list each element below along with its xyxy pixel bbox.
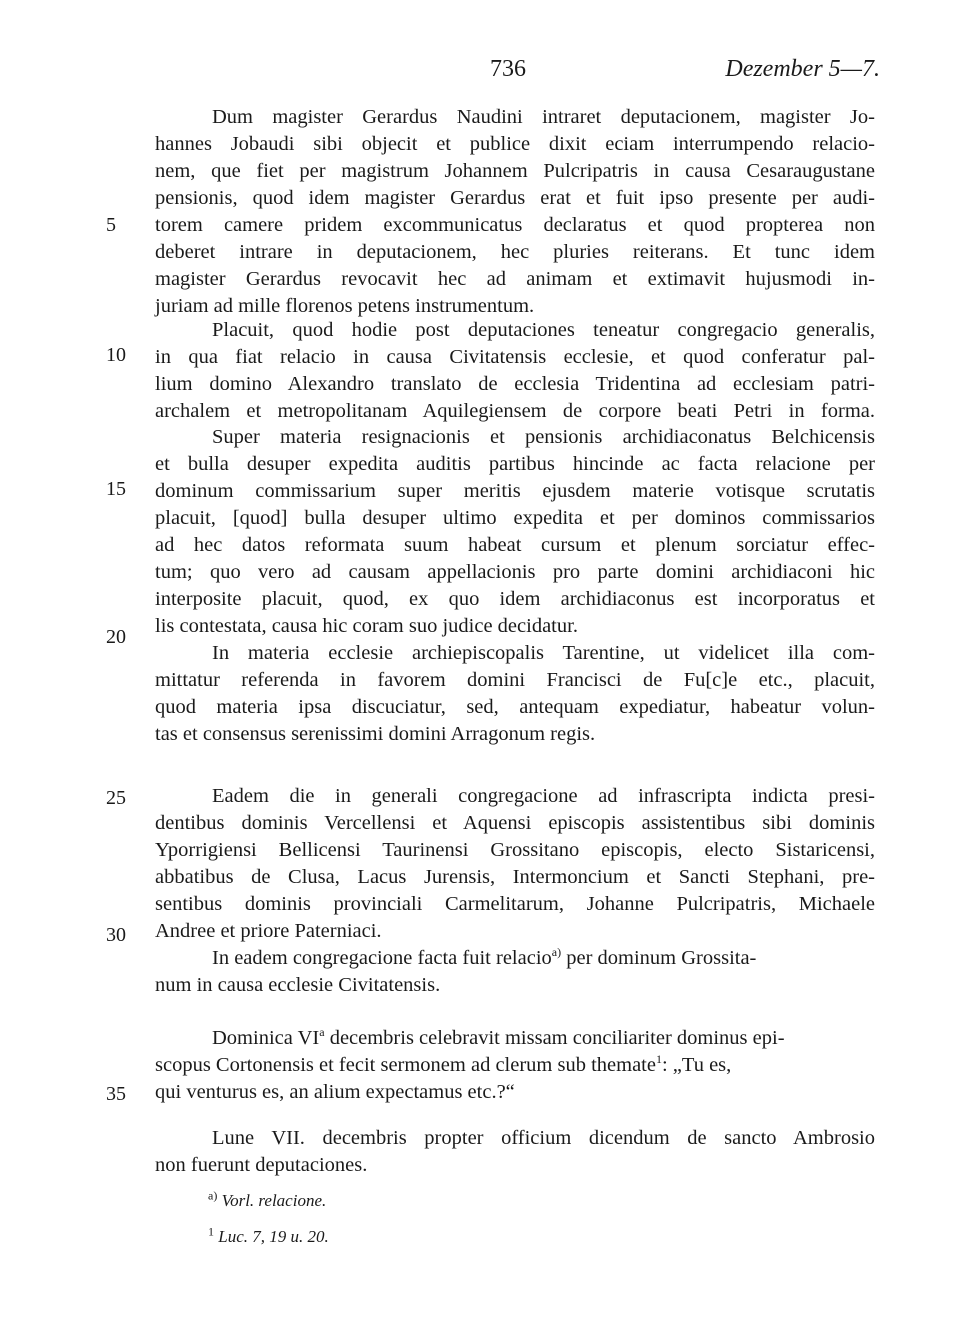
text-line: Placuit, quod hodie post deputaciones teneatur congregacio generalis, <box>212 319 875 341</box>
footnote <box>208 1190 326 1212</box>
text-line: Eadem die in generali congregacione ad infrascripta indicta presi- <box>212 785 875 807</box>
text-line: magister Gerardus revocavit hec ad animam et extimavit hujusmodi in- <box>155 268 875 290</box>
text-line <box>212 945 875 972</box>
text-line: lium domino Alexandro translato de ecclesia Tridentina ad ecclesiam patri- <box>155 373 875 395</box>
footnote-text: Vorl. relacione. <box>221 1191 327 1210</box>
text-line: in qua fiat relacio in causa Civitatensis ecclesie, et quod conferatur pal- <box>155 346 875 368</box>
text-fragment: per dominum Grossita- <box>566 947 757 969</box>
text-line: Super materia resignacionis et pensionis archidiaconatus Belchicensis <box>212 426 875 448</box>
superscript: a <box>319 1025 325 1040</box>
text-fragment: In eadem congregacione facta fuit relacio <box>212 947 552 969</box>
running-head: Dezember 5—7. <box>725 56 880 82</box>
footnote-mark: 1 <box>208 1224 214 1239</box>
text-line: num in causa ecclesie Civitatensis. <box>155 974 441 996</box>
text-line: Dum magister Gerardus Naudini intraret deputacionem, magister Jo- <box>212 106 875 128</box>
text-line: tum; quo vero ad causam appellacionis pro parte domini archidiaconi hic <box>155 561 875 583</box>
text-line: dominum commissarium super meritis ejusdem materie votisque scrutatis <box>155 480 875 502</box>
line-number: 15 <box>106 478 126 500</box>
text-fragment: decembris celebravit missam conciliariter dominus epi- <box>329 1027 785 1049</box>
line-number: 5 <box>106 214 116 236</box>
page-number: 736 <box>490 56 526 82</box>
line-number: 20 <box>106 626 126 648</box>
line-number: 10 <box>106 344 126 366</box>
text-fragment: : „Tu es, <box>661 1054 732 1076</box>
text-line: pensionis, quod idem magister Gerardus erat et fuit ipso presente per audi- <box>155 187 875 209</box>
text-fragment: scopus Cortonensis et fecit sermonem ad clerum sub themate <box>155 1054 656 1076</box>
text-line: juriam ad mille florenos petens instrumentum. <box>155 295 535 317</box>
text-line: et bulla desuper expedita auditis partibus hincinde ac facta relacione per <box>155 453 875 475</box>
text-line: abbatibus de Clusa, Lacus Jurensis, Intermoncium et Sancti Stephani, pre- <box>155 866 875 888</box>
text-line: quod materia ipsa discuciatur, sed, antequam expediatur, habeatur volun- <box>155 696 875 718</box>
line-number: 25 <box>106 787 126 809</box>
text-line: sentibus dominis provinciali Carmelitarum, Johanne Pulcripatris, Michaele <box>155 893 875 915</box>
text-line: Andree et priore Paterniaci. <box>155 920 382 942</box>
footnote <box>208 1226 329 1248</box>
text-line: Yporrigiensi Bellicensi Taurinensi Grossitano episcopis, electo Sistaricensi, <box>155 839 875 861</box>
text-line: hannes Jobaudi sibi objecit et publice dixit eciam interrumpendo relacio- <box>155 133 875 155</box>
text-line: In materia ecclesie archiepiscopalis Tarentine, ut videlicet illa com- <box>212 642 875 664</box>
text-line: deberet intrare in deputacionem, hec pluries reiterans. Et tunc idem <box>155 241 875 263</box>
text-line: qui venturus es, an alium expectamus etc.?“ <box>155 1081 515 1103</box>
line-number: 35 <box>106 1083 126 1105</box>
line-number: 30 <box>106 924 126 946</box>
text-line: archalem et metropolitanam Aquilegiensem de corpore beati Petri in forma. <box>155 400 875 422</box>
text-line: Lune VII. decembris propter officium dicendum de sancto Ambrosio <box>212 1127 875 1149</box>
footnote-text: Luc. 7, 19 u. 20. <box>218 1227 329 1246</box>
text-line: non fuerunt deputaciones. <box>155 1154 368 1176</box>
text-line: tas et consensus serenissimi domini Arragonum regis. <box>155 723 596 745</box>
text-line: ad hec datos reformata suum habeat cursum et plenum sorciatur effec- <box>155 534 875 556</box>
text-line: lis contestata, causa hic coram suo judice decidatur. <box>155 615 578 637</box>
footnote-ref: 1 <box>655 1052 662 1067</box>
text-line: placuit, [quod] bulla desuper ultimo expedita et per dominos commissarios <box>155 507 875 529</box>
text-line <box>212 1025 875 1052</box>
page-header <box>0 48 960 88</box>
text-line: nem, que fiet per magistrum Johannem Pulcripatris in causa Cesaraugustane <box>155 160 875 182</box>
text-line: mittatur referenda in favorem domini Francisci de Fu[c]e etc., placuit, <box>155 669 875 691</box>
footnote-mark: a) <box>208 1188 218 1203</box>
text-line: interposite placuit, quod, ex quo idem archidiaconus est incorporatus et <box>155 588 875 610</box>
text-line <box>155 1052 875 1079</box>
text-fragment: Dominica VI <box>212 1027 320 1049</box>
footnote-ref: a) <box>551 945 562 960</box>
text-line: torem camere pridem excommunicatus declaratus et quod propterea non <box>155 214 875 236</box>
text-line: dentibus dominis Vercellensi et Aquensi episcopis assistentibus sibi dominis <box>155 812 875 834</box>
